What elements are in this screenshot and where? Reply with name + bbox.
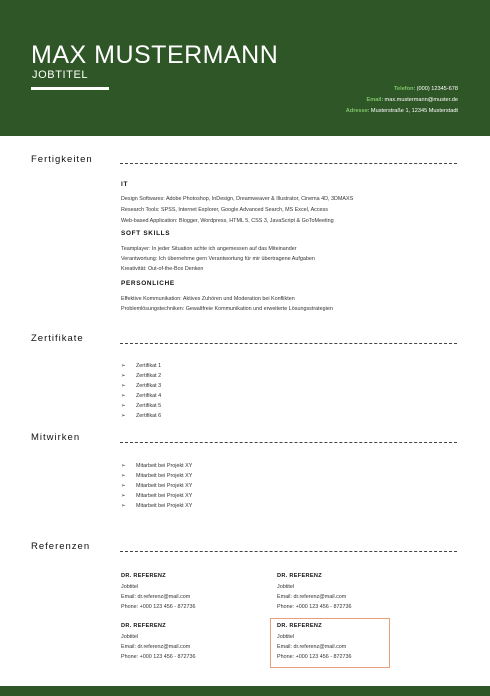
reference-name: DR. REFERENZ [277, 623, 322, 629]
list-item: ➢ Mitarbeit bei Projekt XY [121, 493, 193, 499]
reference-email: Email: dr.referenz@mail.com [121, 644, 191, 650]
arrow-bullet-icon: ➢ [121, 473, 126, 479]
list-item: ➢ Zertifikat 5 [121, 403, 162, 409]
reference-card [277, 573, 389, 614]
reference-email: Email: dr.referenz@mail.com [277, 644, 347, 650]
contact-address [346, 108, 458, 114]
skill-group-heading: SOFT SKILLS [121, 230, 171, 237]
skill-line: Design Softwares: Adobe Photoshop, InDesign, Dreamweaver & Illustrator, Cinema 4D, 3DMAXS [121, 196, 354, 202]
section-title-certificates: Zertifikate [31, 333, 84, 344]
address-value: : Musterstraße 1, 12345 Musterstadt [367, 108, 458, 114]
reference-phone: Phone: +000 123 456 - 872736 [121, 604, 196, 610]
skill-line: Problemlösungstechniken: Gewaltfreie Kommunikation und erweiterte Lösungsstrategien [121, 306, 333, 312]
address-label: Adresse [345, 108, 368, 114]
reference-phone: Phone: +000 123 456 - 872736 [277, 654, 352, 660]
reference-job: Jobtitel [121, 584, 139, 590]
skill-line: Verantwortung: Ich übernehme gern Verantwortung für mir übertragene Aufgaben [121, 256, 315, 262]
reference-name: DR. REFERENZ [277, 573, 322, 579]
arrow-bullet-icon: ➢ [121, 503, 126, 509]
reference-job: Jobtitel [277, 584, 295, 590]
arrow-bullet-icon: ➢ [121, 463, 126, 469]
certificate-list [121, 361, 161, 421]
section-title-skills: Fertigkeiten [31, 154, 93, 165]
section-title-references: Referenzen [31, 541, 91, 552]
reference-card [121, 573, 233, 614]
involvement-list [121, 461, 192, 511]
person-name: MAX MUSTERMANN [31, 41, 279, 69]
arrow-bullet-icon: ➢ [121, 393, 126, 399]
list-item: ➢ Mitarbeit bei Projekt XY [121, 483, 193, 489]
reference-email: Email: dr.referenz@mail.com [121, 594, 191, 600]
section-divider [120, 442, 457, 443]
email-value: : max.mustermann@muster.de [381, 97, 458, 103]
arrow-bullet-icon: ➢ [121, 483, 126, 489]
reference-email: Email: dr.referenz@mail.com [277, 594, 347, 600]
arrow-bullet-icon: ➢ [121, 413, 126, 419]
skill-line: Effektive Kommunikation: Aktives Zuhören und Moderation bei Konflikten [121, 296, 295, 302]
list-item: ➢ Mitarbeit bei Projekt XY [121, 503, 193, 509]
skill-group-heading: PERSONLICHE [121, 280, 175, 287]
list-item: ➢ Zertifikat 2 [121, 373, 162, 379]
reference-name: DR. REFERENZ [121, 573, 166, 579]
reference-name: DR. REFERENZ [121, 623, 166, 629]
section-divider [120, 163, 457, 164]
header-banner [0, 0, 490, 136]
reference-job: Jobtitel [277, 634, 295, 640]
skill-group-heading: IT [121, 181, 129, 188]
contact-email [367, 97, 459, 103]
reference-card [277, 623, 389, 664]
arrow-bullet-icon: ➢ [121, 373, 126, 379]
list-item: ➢ Zertifikat 1 [121, 363, 162, 369]
header-underline [31, 87, 109, 90]
list-item: ➢ Zertifikat 3 [121, 383, 162, 389]
contact-phone [394, 86, 458, 92]
section-divider [120, 551, 457, 552]
phone-value: : (000) 12345-678 [413, 86, 458, 92]
reference-job: Jobtitel [121, 634, 139, 640]
skill-line: Kreativität: Out-of-the-Box Denken [121, 266, 204, 272]
list-item: ➢ Mitarbeit bei Projekt XY [121, 473, 193, 479]
skill-line: Research Tools: SPSS, Internet Explorer, Google Advanced Search, MS Excel, Access [121, 207, 328, 213]
footer-banner [0, 686, 490, 696]
arrow-bullet-icon: ➢ [121, 493, 126, 499]
arrow-bullet-icon: ➢ [121, 363, 126, 369]
list-item: ➢ Zertifikat 6 [121, 413, 162, 419]
section-title-involvement: Mitwirken [31, 432, 81, 443]
email-label: Email [366, 97, 382, 103]
list-item: ➢ Mitarbeit bei Projekt XY [121, 463, 193, 469]
section-divider [120, 343, 457, 344]
arrow-bullet-icon: ➢ [121, 403, 126, 409]
phone-label: Telefon [394, 86, 414, 92]
job-title: JOBTITEL [32, 69, 89, 81]
arrow-bullet-icon: ➢ [121, 383, 126, 389]
reference-phone: Phone: +000 123 456 - 872736 [121, 654, 196, 660]
reference-card [121, 623, 233, 664]
skill-line: Teamplayer: In jeder Situation achte ich angemessen auf das Miteinander [121, 246, 297, 252]
skill-line: Web-based Application: Blogger, Wordpress, HTML 5, CSS 3, JavaScript & GoToMeeting [121, 218, 334, 224]
reference-phone: Phone: +000 123 456 - 872736 [277, 604, 352, 610]
list-item: ➢ Zertifikat 4 [121, 393, 162, 399]
